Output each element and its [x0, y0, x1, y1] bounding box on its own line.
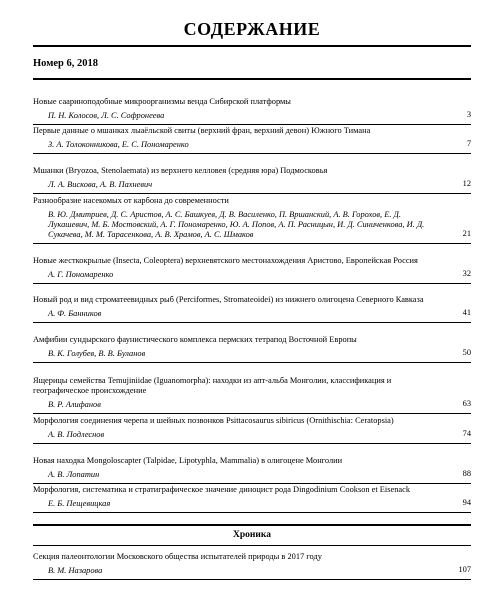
toc-entry[interactable]	[33, 416, 471, 444]
entry-authors: З. А. Толоконникова, Е. С. Пономаренко	[48, 140, 189, 149]
toc-entry[interactable]	[33, 295, 471, 323]
entry-page: 88	[462, 469, 471, 478]
entry-authors: А. Ф. Банников	[48, 309, 102, 318]
entry-page: 74	[462, 429, 471, 438]
toc-entry[interactable]	[33, 126, 471, 154]
entry-page: 50	[462, 348, 471, 357]
entry-authors: В. Р. Алифанов	[48, 400, 101, 409]
toc-entry[interactable]	[33, 196, 471, 244]
entry-authors: Л. А. Вискова, А. В. Пахневич	[48, 180, 153, 189]
title-rule	[33, 45, 471, 47]
entry-authors: А. Г. Пономаренко	[48, 270, 114, 279]
toc-entry[interactable]	[33, 97, 471, 125]
entry-title: Морфология, систематика и стратиграфическое значение диноцист рода Dingodinium Cookson et Eisenack	[33, 485, 411, 494]
toc-entry[interactable]	[33, 166, 471, 194]
entry-title: Секция палеонтологии Московского общества испытателей природы в 2017 году	[33, 552, 322, 561]
entry-title: Ящерицы семейства Temujiniidae (Iguanomorpha): находки из апт-альба Монголии, классификация и географическое происхождение	[33, 376, 392, 395]
entry-authors: А. В. Лопатин	[48, 470, 100, 479]
entry-page: 3	[466, 110, 471, 119]
entry-title: Морфология соединения черепа и шейных позвонков Psittacosaurus sibiricus (Ornithischia: Ceratopsia)	[33, 416, 394, 425]
chronicle-rule	[33, 524, 471, 526]
toc-entry[interactable]	[33, 456, 471, 484]
entry-page: 7	[466, 139, 471, 148]
entry-page: 21	[462, 229, 471, 238]
entry-title: Первые данные о мшанках лыаёльской свиты (верхний фран, верхний девон) Южного Тимана	[33, 126, 371, 135]
toc-entry[interactable]	[33, 552, 471, 580]
entry-title: Разнообразие насекомых от карбона до современности	[33, 196, 229, 205]
entry-title: Новые саариноподобные микроорганизмы венда Сибирской платформы	[33, 97, 291, 106]
entry-page: 41	[462, 308, 471, 317]
toc-entry[interactable]	[33, 376, 471, 414]
entry-title: Новый род и вид строматеевидных рыб (Perciformes, Stromateoidei) из нижнего олигоцена Северного Кавказа	[33, 295, 424, 304]
entry-authors: П. Н. Колосов, Л. С. Софронеева	[48, 111, 165, 120]
entry-title: Амфибии сундырского фаунистического комплекса пермских тетрапод Восточной Европы	[33, 335, 357, 344]
entry-title: Новые жесткокрылые (Insecta, Coleoptera) верхневятского местонахождения Аристово, Европейская Россия	[33, 256, 418, 265]
entry-page: 32	[462, 269, 471, 278]
entry-authors: Е. Б. Пещевицкая	[48, 499, 111, 508]
chronicle-heading-rule	[33, 545, 471, 546]
toc-entry[interactable]	[33, 485, 471, 513]
chronicle-heading: Хроника	[233, 530, 271, 540]
issue-rule	[33, 78, 471, 80]
entry-authors: А. В. Подлеснов	[48, 430, 105, 439]
page-title: СОДЕРЖАНИЕ	[183, 19, 321, 39]
entry-title: Новая находка Mongoloscapter (Talpidae, Lipotyphla, Mammalia) в олигоцене Монголии	[33, 456, 343, 465]
toc-entry[interactable]	[33, 335, 471, 363]
entry-page: 107	[458, 565, 471, 574]
entry-page: 63	[462, 399, 471, 408]
entry-authors: В. М. Назарова	[48, 566, 103, 575]
entry-authors: В. Ю. Дмитриев, Д. С. Аристов, А. С. Башкуев, Д. В. Василенко, П. Вршанский, А. В. Горохов, Е. Д. Лукашевич, М. Б. Мостовский, А. Г. Пономаренко, Ю. А. Попов, А. П. Расницын, И. Д. Синиченкова, И. Д. Сукачева, М. М. Тарасенкова, А. В. Храмов, А. С. Шмаков	[48, 210, 425, 239]
entry-page: 12	[462, 179, 471, 188]
entry-authors: В. К. Голубев, В. В. Буланов	[48, 349, 146, 358]
entry-page: 94	[462, 498, 471, 507]
toc-entry[interactable]	[33, 256, 471, 284]
issue-label: Номер 6, 2018	[33, 58, 98, 69]
entry-title: Мшанки (Bryozoa, Stenolaemata) из верхнего келловея (средняя юра) Подмосковья	[33, 166, 328, 175]
